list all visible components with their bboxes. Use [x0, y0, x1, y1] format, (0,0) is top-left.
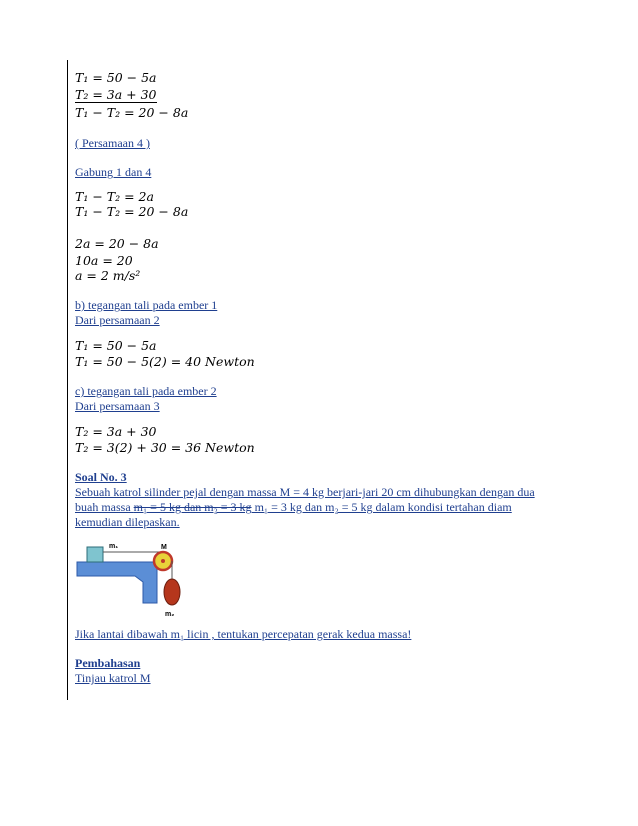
- soal-line-2-strike: m₁ = 5 kg dan m₂ = 3 kg: [133, 500, 252, 514]
- mass-m2-block: [164, 579, 180, 605]
- label-M: M: [161, 544, 167, 551]
- part-b-subtitle: Dari persamaan 2: [75, 313, 160, 327]
- equation-line: T₁ = 50 − 5a: [75, 70, 157, 85]
- equation-line: T₂ = 3(2) + 30 = 36 Newton: [75, 440, 255, 455]
- equation-line: T₁ − T₂ = 20 − 8a: [75, 105, 189, 120]
- equation-text: T₂ = 3a + 30: [75, 87, 157, 102]
- soal-line-2-suffix: m₁ = 3 kg dan m₂ = 5 kg dalam kondisi tertahan diam: [251, 500, 512, 514]
- soal-line-2: [75, 500, 512, 515]
- label-m1: m₁: [109, 543, 119, 550]
- equation-4-label: ( Persamaan 4 ): [75, 136, 150, 150]
- table-shape: [77, 562, 157, 603]
- equation-line: T₁ = 50 − 5(2) = 40 Newton: [75, 354, 255, 369]
- equation-line: 2a = 20 − 8a: [75, 236, 159, 251]
- mass-m1-block: [87, 547, 103, 562]
- equation-line: T₁ − T₂ = 20 − 8a: [75, 204, 189, 219]
- pulley-diagram: [75, 540, 195, 618]
- part-c-subtitle: Dari persamaan 3: [75, 399, 160, 413]
- equation-line: 10a = 20: [75, 253, 133, 268]
- gabung-label: Gabung 1 dan 4: [75, 165, 152, 179]
- label-m2: m₂: [165, 611, 175, 618]
- margin-bar: [67, 60, 68, 700]
- pembahasan-title: Pembahasan: [75, 656, 141, 670]
- pulley-diagram-svg: [75, 540, 195, 618]
- pulley-axle: [161, 559, 165, 563]
- soal-line-1: Sebuah katrol silinder pejal dengan massa M = 4 kg berjari-jari 20 cm dihubungkan dengan dua: [75, 485, 535, 499]
- tinjau-text: Tinjau katrol M: [75, 671, 151, 685]
- equation-line: T₂ = 3a + 30: [75, 424, 157, 439]
- part-b-title: b) tegangan tali pada ember 1: [75, 298, 218, 312]
- equation-line: T₁ − T₂ = 2a: [75, 189, 154, 204]
- soal-title: Soal No. 3: [75, 470, 127, 484]
- soal-line-2-prefix: buah massa: [75, 500, 134, 514]
- part-c-title: c) tegangan tali pada ember 2: [75, 384, 217, 398]
- equation-line: T₁ = 50 − 5a: [75, 338, 157, 353]
- soal-line-3: kemudian dilepaskan.: [75, 515, 180, 529]
- equation-line: [75, 87, 157, 103]
- equation-line: a = 2 m/s²: [75, 268, 141, 283]
- question-text: Jika lantai dibawah m₁ licin , tentukan percepatan gerak kedua massa!: [75, 627, 412, 641]
